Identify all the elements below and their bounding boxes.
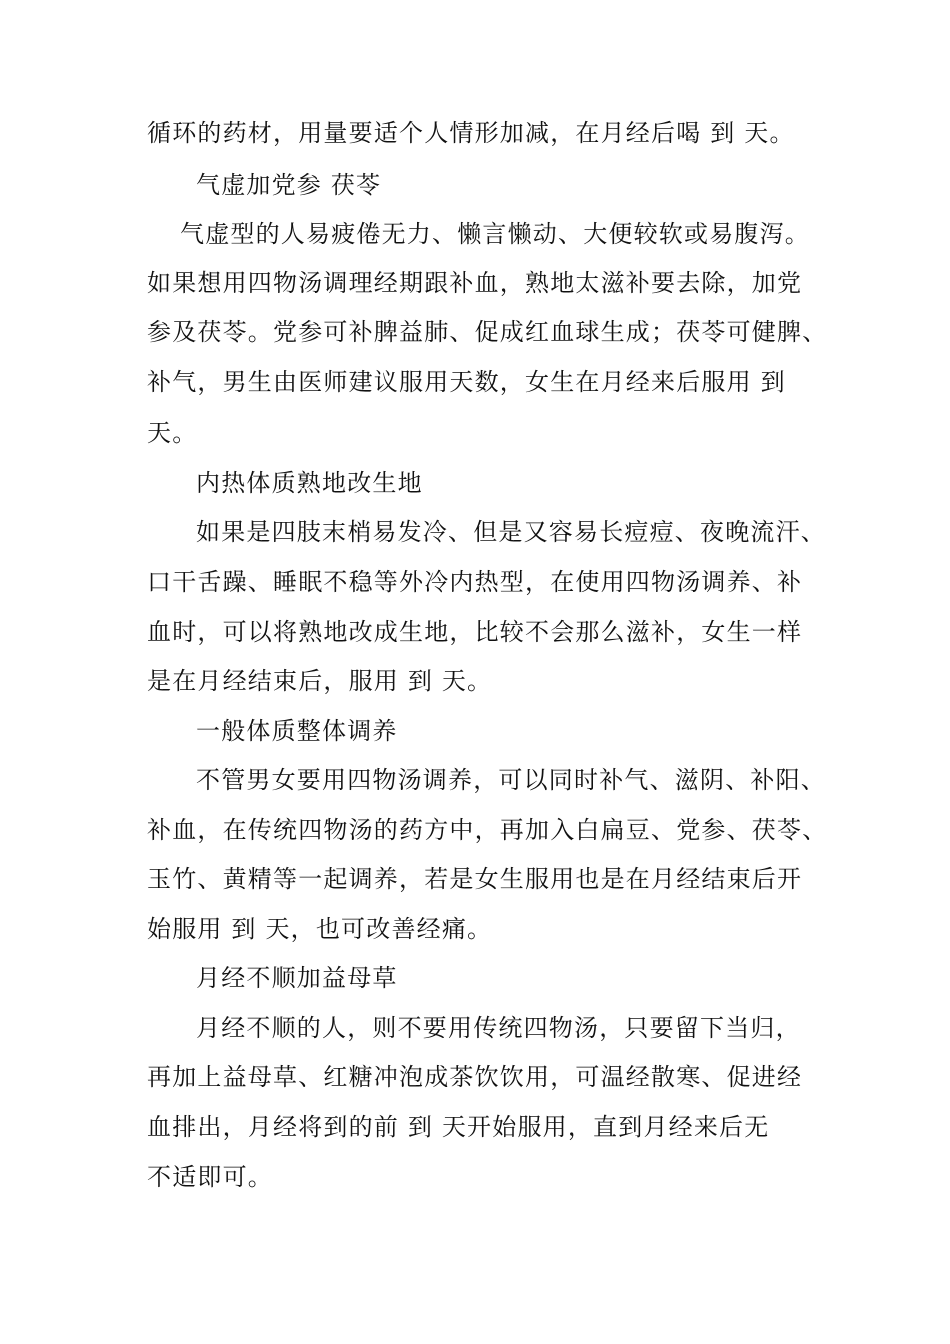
section-heading: 气虚加党参 茯苓 <box>196 171 382 199</box>
paragraph-line: 补血，在传统四物汤的药方中，再加入白扁豆、党参、茯苓、 <box>147 816 828 844</box>
paragraph-line: 口干舌躁、睡眠不稳等外冷内热型，在使用四物汤调养、补 <box>147 568 803 596</box>
paragraph-line: 不管男女要用四物汤调养，可以同时补气、滋阴、补阳、 <box>196 766 826 794</box>
paragraph-line: 天。 <box>147 419 198 447</box>
paragraph-line: 补气，男生由医师建议服用天数，女生在月经来后服用 到 <box>147 368 786 396</box>
paragraph-line: 循环的药材，用量要适个人情形加减，在月经后喝 到 天。 <box>147 119 795 147</box>
section-heading: 内热体质熟地改生地 <box>196 469 423 497</box>
paragraph-line: 始服用 到 天，也可改善经痛。 <box>147 915 493 943</box>
paragraph-line: 如果想用四物汤调理经期跟补血，熟地太滋补要去除，加党 <box>147 269 803 297</box>
paragraph-line: 血排出，月经将到的前 到 天开始服用，直到月经来后无 <box>147 1113 770 1141</box>
paragraph-line: 是在月经结束后，服用 到 天。 <box>147 667 493 695</box>
section-heading: 一般体质整体调养 <box>196 717 398 745</box>
paragraph-line: 月经不顺的人，则不要用传统四物汤，只要留下当归， <box>196 1014 801 1042</box>
paragraph-line: 血时，可以将熟地改成生地，比较不会那么滋补，女生一样 <box>147 618 803 646</box>
section-heading: 月经不顺加益母草 <box>196 964 398 992</box>
paragraph-line: 参及茯苓。党参可补脾益肺、促成红血球生成；茯苓可健脾、 <box>147 318 828 346</box>
paragraph-line: 气虚型的人易疲倦无力、懒言懒动、大便较软或易腹泻。 <box>180 220 810 248</box>
paragraph-line: 玉竹、黄精等一起调养，若是女生服用也是在月经结束后开 <box>147 865 803 893</box>
paragraph-line: 不适即可。 <box>147 1163 273 1191</box>
paragraph-line: 如果是四肢末梢易发冷、但是又容易长痘痘、夜晚流汗、 <box>196 518 826 546</box>
paragraph-line: 再加上益母草、红糖冲泡成茶饮饮用，可温经散寒、促进经 <box>147 1063 803 1091</box>
